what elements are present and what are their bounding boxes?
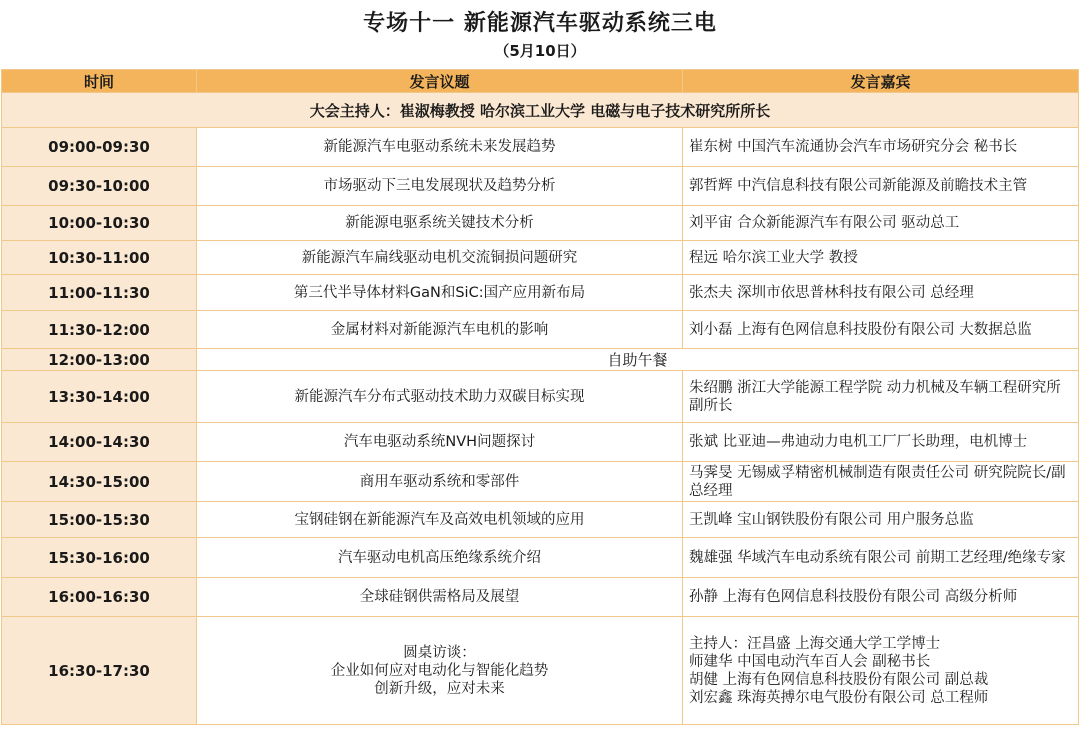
time-cell: 10:00-10:30 <box>2 206 197 241</box>
speaker-cell: 刘小磊 上海有色网信息科技股份有限公司 大数据总监 <box>683 311 1079 349</box>
speaker-cell: 张杰夫 深圳市依思普林科技有限公司 总经理 <box>683 275 1079 311</box>
time-cell: 14:00-14:30 <box>2 423 197 462</box>
session-date: （5月10日） <box>494 42 586 60</box>
speaker-cell: 魏雄强 华域汽车电动系统有限公司 前期工艺经理/绝缘专家 <box>683 538 1079 578</box>
roundtable-speaker-line: 主持人：汪昌盛 上海交通大学工学博士 <box>689 635 941 652</box>
table-row <box>2 167 1079 206</box>
table-row <box>2 502 1079 538</box>
header-time: 时间 <box>2 70 197 93</box>
table-row <box>2 128 1079 167</box>
topic-cell: 第三代半导体材料GaN和SiC:国产应用新布局 <box>197 275 683 311</box>
time-cell: 11:00-11:30 <box>2 275 197 311</box>
time-cell: 16:00-16:30 <box>2 578 197 617</box>
speaker-cell: 孙静 上海有色网信息科技股份有限公司 高级分析师 <box>683 578 1079 617</box>
time-cell: 09:30-10:00 <box>2 167 197 206</box>
time-cell: 15:00-15:30 <box>2 502 197 538</box>
table-row <box>2 462 1079 502</box>
topic-cell: 金属材料对新能源汽车电机的影响 <box>197 311 683 349</box>
conference-host: 大会主持人：崔淑梅教授 哈尔滨工业大学 电磁与电子技术研究所所长 <box>2 93 1079 128</box>
lunch-label: 自助午餐 <box>197 349 1079 371</box>
host-row <box>2 93 1079 128</box>
table-row <box>2 578 1079 617</box>
roundtable-speaker-line: 刘宏鑫 珠海英搏尔电气股份有限公司 总工程师 <box>689 689 989 706</box>
roundtable-topic-line: 圆桌访谈： <box>403 644 476 661</box>
table-row <box>2 206 1079 241</box>
time-cell: 13:30-14:00 <box>2 371 197 423</box>
page-title: 专场十一 新能源汽车驱动系统三电 <box>363 11 717 36</box>
time-cell: 11:30-12:00 <box>2 311 197 349</box>
topic-cell: 商用车驱动系统和零部件 <box>197 462 683 502</box>
header-topic: 发言议题 <box>197 70 683 93</box>
roundtable-topic <box>197 617 683 725</box>
header-row <box>2 70 1079 93</box>
roundtable-speaker-line: 师建华 中国电动汽车百人会 副秘书长 <box>689 653 931 670</box>
topic-cell: 全球硅钢供需格局及展望 <box>197 578 683 617</box>
agenda-table <box>1 69 1079 725</box>
table-row <box>2 311 1079 349</box>
time-cell: 12:00-13:00 <box>2 349 197 371</box>
roundtable-topic-line: 企业如何应对电动化与智能化趋势 <box>330 662 549 679</box>
time-cell: 15:30-16:00 <box>2 538 197 578</box>
roundtable-row <box>2 617 1079 725</box>
topic-cell: 新能源电驱系统关键技术分析 <box>197 206 683 241</box>
speaker-cell: 刘平宙 合众新能源汽车有限公司 驱动总工 <box>683 206 1079 241</box>
topic-cell: 新能源汽车扁线驱动电机交流铜损问题研究 <box>197 241 683 275</box>
lunch-row <box>2 349 1079 371</box>
table-row <box>2 241 1079 275</box>
topic-cell: 汽车驱动电机高压绝缘系统介绍 <box>197 538 683 578</box>
time-cell: 10:30-11:00 <box>2 241 197 275</box>
topic-cell: 新能源汽车分布式驱动技术助力双碳目标实现 <box>197 371 683 423</box>
table-row <box>2 275 1079 311</box>
topic-cell: 新能源汽车电驱动系统未来发展趋势 <box>197 128 683 167</box>
roundtable-speaker-line: 胡健 上海有色网信息科技股份有限公司 副总裁 <box>689 671 989 688</box>
roundtable-topic-line: 创新升级，应对未来 <box>374 680 505 697</box>
speaker-cell: 程远 哈尔滨工业大学 教授 <box>683 241 1079 275</box>
speaker-cell: 马霁旻 无锡威孚精密机械制造有限责任公司 研究院院长/副总经理 <box>683 462 1079 502</box>
speaker-cell: 王凯峰 宝山钢铁股份有限公司 用户服务总监 <box>683 502 1079 538</box>
time-cell: 14:30-15:00 <box>2 462 197 502</box>
speaker-cell: 郭哲辉 中汽信息科技有限公司新能源及前瞻技术主管 <box>683 167 1079 206</box>
time-cell: 09:00-09:30 <box>2 128 197 167</box>
roundtable-speakers <box>683 617 1079 725</box>
header-speaker: 发言嘉宾 <box>683 70 1079 93</box>
topic-cell: 市场驱动下三电发展现状及趋势分析 <box>197 167 683 206</box>
speaker-cell: 张斌 比亚迪—弗迪动力电机工厂厂长助理，电机博士 <box>683 423 1079 462</box>
topic-cell: 宝钢硅钢在新能源汽车及高效电机领域的应用 <box>197 502 683 538</box>
time-cell: 16:30-17:30 <box>2 617 197 725</box>
speaker-cell: 朱绍鹏 浙江大学能源工程学院 动力机械及车辆工程研究所副所长 <box>683 371 1079 423</box>
table-row <box>2 538 1079 578</box>
table-row <box>2 371 1079 423</box>
table-row <box>2 423 1079 462</box>
speaker-cell: 崔东树 中国汽车流通协会汽车市场研究分会 秘书长 <box>683 128 1079 167</box>
topic-cell: 汽车电驱动系统NVH问题探讨 <box>197 423 683 462</box>
